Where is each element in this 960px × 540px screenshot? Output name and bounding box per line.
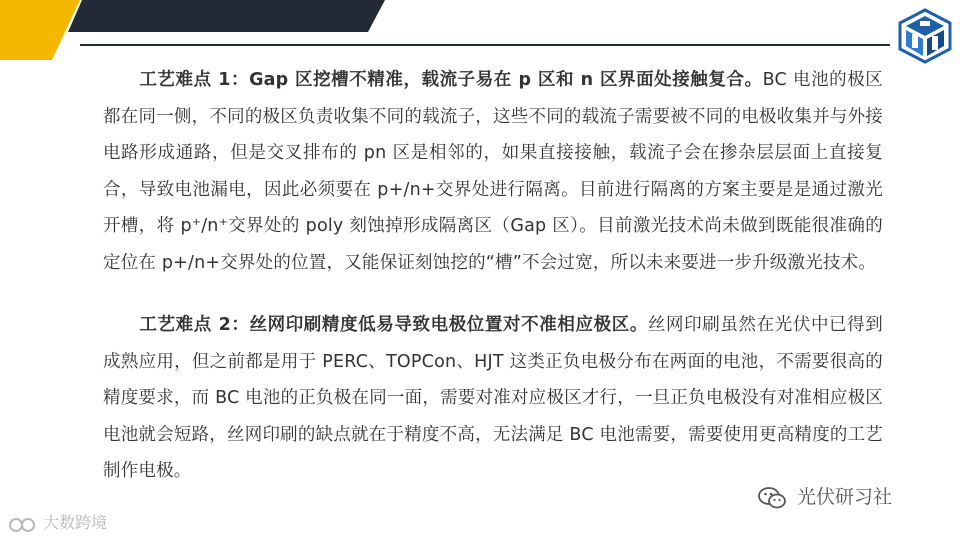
header-bar	[0, 0, 960, 60]
watermark-right-text: 光伏研习社	[797, 486, 893, 508]
paragraph-difficulty-2	[103, 307, 883, 490]
paragraph-1-heading: 工艺难点 1：Gap 区挖槽不精准，载流子易在 p 区和 n 区界面处接触复合。	[139, 70, 763, 90]
header-accent-stripe	[0, 0, 80, 60]
watermark-left	[8, 510, 107, 534]
header-decoration	[0, 0, 960, 60]
paragraph-1-body: BC 电池的极区都在同一侧，不同的极区负责收集不同的载流子，这些不同的载流子需要被不同的电极收集并与外接电路形成通路，但是交叉排布的 pn 区是相邻的，如果直接接触，载流子会在掺杂层层面上直接复合，导致电池漏电，因此必须要在 p+/n+交界处进行隔离。目前进行隔离的方案主要是是通过激光开槽，将 p⁺/n⁺交界处的 poly 刻蚀掉形成隔离区（Gap 区）。目前激光技术尚未做到既能很准确的定位在 p+/n+交界处的位置，又能保证刻蚀挖的“槽”不会过宽，所以未来要进一步升级激光技术。	[103, 70, 883, 273]
wechat-icon	[757, 485, 787, 511]
watermark-right	[757, 482, 892, 511]
watermark-logo-icon	[8, 514, 38, 534]
main-content	[103, 62, 883, 490]
header-dark-stripe	[68, 0, 385, 32]
paragraph-2-heading: 工艺难点 2：丝网印刷精度低易导致电极位置对不准相应极区。	[139, 315, 648, 335]
watermark-left-text: 大数跨境	[43, 513, 108, 532]
brand-logo-icon	[896, 8, 954, 64]
paragraph-difficulty-1	[103, 62, 883, 281]
header-divider	[80, 44, 890, 46]
paragraph-2-body: 丝网印刷虽然在光伏中已得到成熟应用，但之前都是用于 PERC、TOPCon、HJT 这类正负电极分布在两面的电池，不需要很高的精度要求，而 BC 电池的正负极在同一面，需要对准对应极区才行，一旦正负电极没有对准相应极区电池就会短路，丝网印刷的缺点就在于精度不高，无法满足 BC 电池需要，需要使用更高精度的工艺制作电极。	[103, 315, 883, 481]
